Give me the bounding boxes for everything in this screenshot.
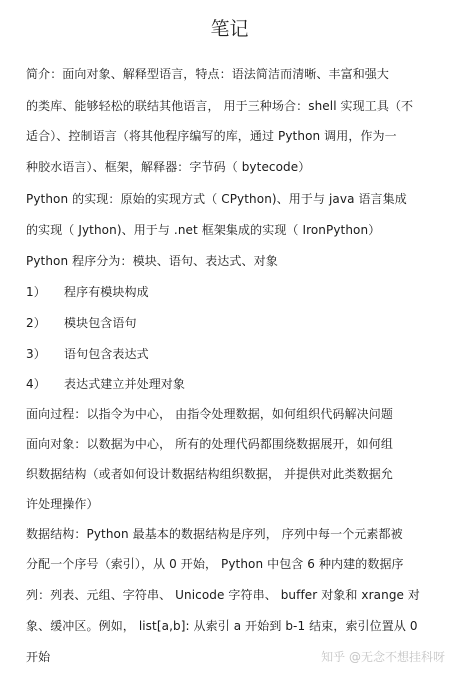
list-number: 2）	[26, 316, 46, 330]
list-number: 4）	[26, 377, 46, 391]
list-item	[26, 346, 149, 362]
text-line: 的实现（ Jython)、用于与 .net 框架集成的实现（ IronPython）	[26, 223, 381, 237]
list-text: 语句包含表达式	[64, 347, 149, 361]
text-line: Python 的实现：原始的实现方式（ CPython)、用于与 java 语言集成	[26, 192, 407, 206]
text-line: 面向对象：以数据为中心， 所有的处理代码都围绕数据展开，如何组	[26, 437, 393, 451]
list-number: 1）	[26, 285, 46, 299]
text-line: 分配一个序号（索引），从 0 开始， Python 中包含 6 种内建的数据序	[26, 557, 404, 571]
text-line: 织数据结构（或者如何设计数据结构组织数据， 并提供对此类数据允	[26, 467, 393, 481]
list-item	[26, 284, 149, 300]
list-text: 模块包含语句	[64, 316, 137, 330]
list-item	[26, 315, 137, 331]
document-title: 笔记	[210, 18, 249, 40]
text-line: 数据结构：Python 最基本的数据结构是序列， 序列中每一个元素都被	[26, 527, 403, 541]
text-line: 象、缓冲区。例如， list[a,b]: 从索引 a 开始到 b-1 结束，索引位置从 0	[26, 619, 418, 633]
text-line: 的类库、能够轻松的联结其他语言， 用于三种场合：shell 实现工具（不	[26, 99, 414, 113]
text-line: 面向过程：以指令为中心， 由指令处理数据，如何组织代码解决问题	[26, 407, 393, 421]
watermark: 知乎 @无念不想挂科呀	[321, 650, 445, 664]
text-line: 种胶水语言）、框架，解释器：字节码（ bytecode）	[26, 160, 311, 174]
list-text: 表达式建立并处理对象	[64, 377, 186, 391]
list-item	[26, 376, 185, 392]
text-line: 列：列表、元组、字符串、 Unicode 字符串、 buffer 对象和 xrange 对	[26, 588, 421, 602]
text-line: Python 程序分为：模块、语句、表达式、对象	[26, 254, 278, 268]
text-line: 开始	[26, 650, 51, 664]
text-line: 许处理操作）	[26, 497, 99, 511]
text-line: 简介：面向对象、解释型语言，特点：语法简洁而清晰、丰富和强大	[26, 67, 390, 81]
list-number: 3）	[26, 347, 46, 361]
text-line: 适合）、控制语言（将其他程序编写的库，通过 Python 调用，作为一	[26, 129, 397, 143]
list-text: 程序有模块构成	[64, 285, 149, 299]
